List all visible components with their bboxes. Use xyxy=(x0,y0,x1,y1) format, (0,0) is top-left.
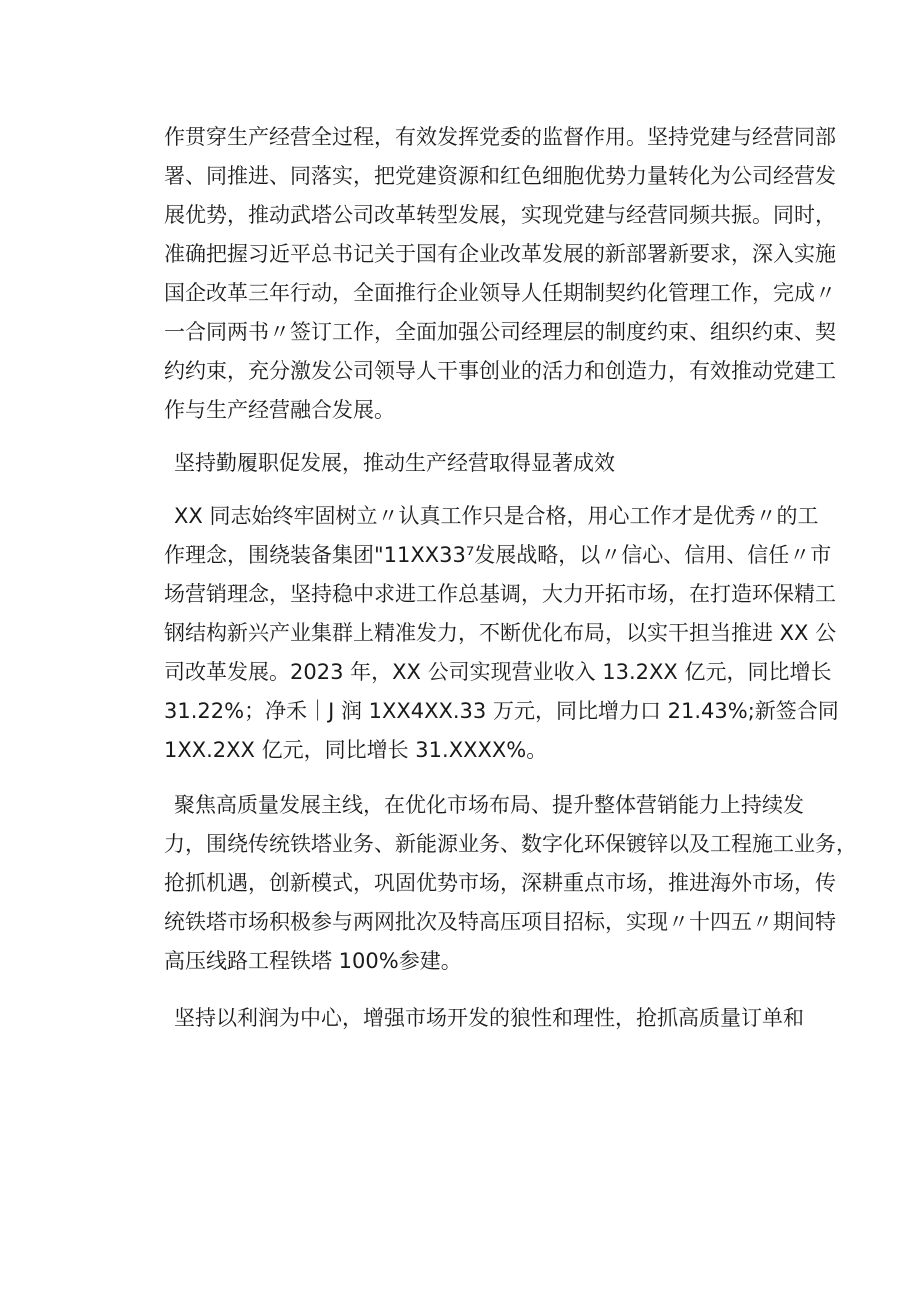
text-line: 约约束，充分激发公司领导人干事创业的活力和创造力，有效推动党建工 xyxy=(164,359,836,383)
paragraph-party-building xyxy=(164,118,836,430)
text-line: 钢结构新兴产业集群上精准发力，不断优化布局，以实干担当推进 XX 公 xyxy=(164,621,837,645)
text-line: 坚持以利润为中心，增强市场开发的狼性和理性，抢抓高质量订单和 xyxy=(174,1006,804,1030)
text-line: 高压线路工程铁塔 100%参建。 xyxy=(164,949,462,973)
paragraph-spacer xyxy=(164,483,804,497)
document-body xyxy=(164,118,857,1038)
text-line: 聚焦高质量发展主线，在优化市场布局、提升整体营销能力上持续发 xyxy=(174,793,804,817)
text-line: 统铁塔市场积极参与两网批次及特高压项目招标，实现〃十四五〃期间特 xyxy=(164,910,836,934)
text-line: 一合同两书〃签订工作，全面加强公司经理层的制度约束、组织约束、契 xyxy=(164,320,836,344)
text-line: 1XX.2XX 亿元，同比增长 31.XXXX%。 xyxy=(164,738,548,762)
text-line: 准确把握习近平总书记关于国有企业改革发展的新部署新要求，深入实施 xyxy=(164,242,836,266)
text-line: 司改革发展。2023 年，XX 公司实现营业收入 13.2XX 亿元，同比增长 xyxy=(164,660,832,684)
text-line: 作贯穿生产经营全过程，有效发挥党委的监督作用。坚持党建与经营同部 xyxy=(164,125,836,149)
paragraph-performance xyxy=(164,497,839,770)
paragraph-spacer xyxy=(164,430,804,444)
section-heading: 坚持勤履职促发展，推动生产经营取得显著成效 xyxy=(174,451,615,475)
text-line: XX 同志始终牢固树立〃认真工作只是合格，用心工作才是优秀〃的工 xyxy=(174,504,819,528)
text-line: 31.22%；净禾｜J 润 1XX4XX.33 万元，同比增力口 21.43%;新签合同 xyxy=(164,699,839,723)
text-line: 展优势，推动武塔公司改革转型发展，实现党建与经营同频共振。同时， xyxy=(164,203,836,227)
text-line: 力，围绕传统铁塔业务、新能源业务、数字化环保镀锌以及工程施工业务， xyxy=(164,832,857,856)
section-heading-paragraph xyxy=(164,444,804,483)
paragraph-spacer xyxy=(164,981,804,999)
paragraph-spacer xyxy=(164,770,804,786)
text-line: 署、同推进、同落实，把党建资源和红色细胞优势力量转化为公司经营发 xyxy=(164,164,836,188)
text-line: 作与生产经营融合发展。 xyxy=(164,398,395,422)
text-line: 国企改革三年行动，全面推行企业领导人任期制契约化管理工作，完成〃 xyxy=(164,281,836,305)
text-line: 场营销理念，坚持稳中求进工作总基调，大力开拓市场，在打造环保精工 xyxy=(164,582,836,606)
text-line: 作理念，围绕装备集团"11XX33⁷发展战略，以〃信心、信用、信任〃市 xyxy=(164,543,832,567)
text-line: 抢抓机遇，创新模式，巩固优势市场，深耕重点市场，推进海外市场，传 xyxy=(164,871,836,895)
paragraph-profit-center xyxy=(164,999,804,1038)
paragraph-market-layout xyxy=(164,786,857,981)
